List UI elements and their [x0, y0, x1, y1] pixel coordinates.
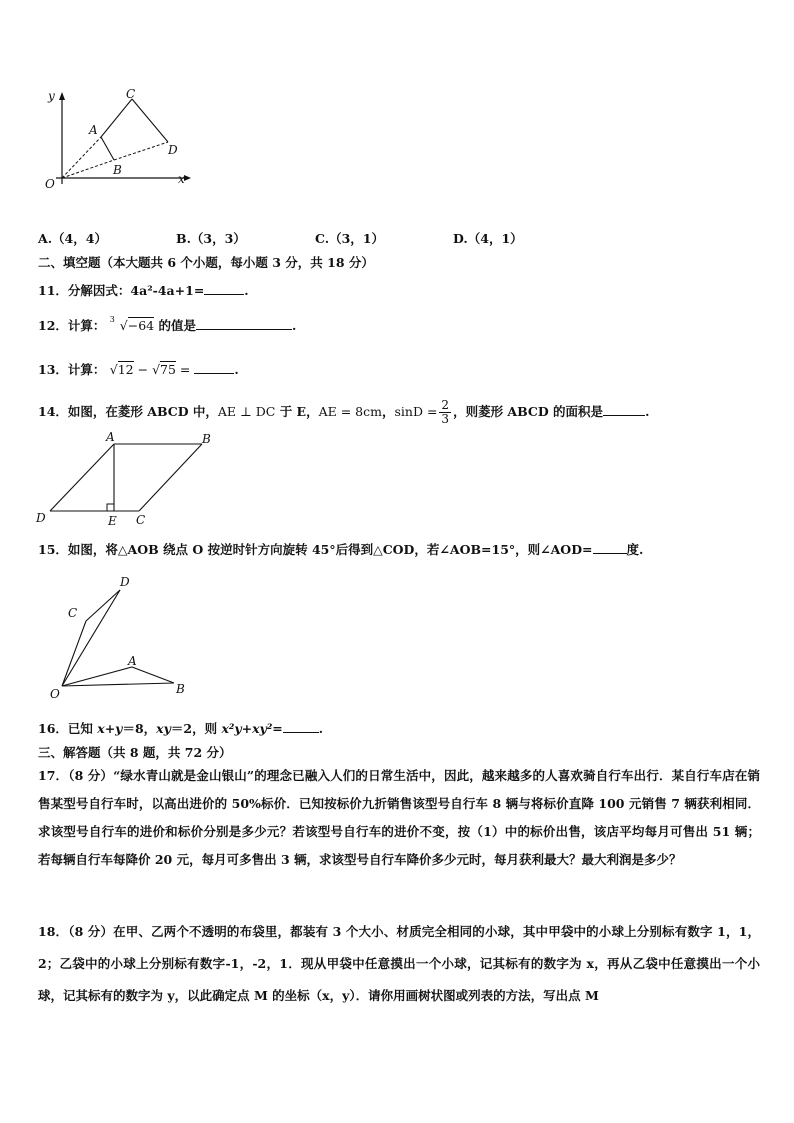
q12-suffix: 的值是 — [158, 318, 196, 333]
option-a: A.（4，4） — [38, 231, 107, 246]
segment-ac — [101, 99, 132, 137]
figure-q14-rhombus — [34, 430, 224, 530]
segment-oc — [62, 621, 86, 686]
label-a: A — [106, 430, 115, 444]
answer-blank — [194, 361, 234, 374]
q14-part-2: 于 E， — [275, 404, 319, 419]
answer-blank — [196, 317, 292, 330]
label-o: O — [50, 687, 60, 700]
option-b: B.（3，3） — [176, 231, 246, 246]
question-17: 17．（8 分）“绿水青山就是金山银山”的理念已融入人们的日常生活中，因此，越来越多的人喜欢骑自行车出行．某自行车店在销售某型号自行车时，以高出进价的 50%标价．已知按标价九折销售该型号自行车 8 辆与将标价直降 100 元销售 7 辆获利相同．求该型号自行车的进价和标价分别是多少元？若该型号自行车的进价不变，按（1）中的标价出售，该店平均每月可售出 51 辆；若每辆自行车每降价 20 元，每月可多售出 3 辆，求该型号自行车降价多少元时，每月获利最大？最大利润是多少？ — [38, 768, 760, 867]
segment-oa — [62, 667, 132, 686]
radicand-1: 12 — [117, 362, 134, 377]
radicand-2: 75 — [160, 362, 176, 377]
label-c: C — [126, 87, 136, 101]
radical-sign: √ — [109, 362, 118, 377]
figure-q10 — [34, 84, 194, 196]
answer-blank — [593, 541, 627, 554]
minus-sign: − — [133, 362, 153, 377]
segment-oa — [62, 137, 101, 178]
side-da — [50, 444, 114, 511]
q13-end: . — [234, 362, 239, 377]
equals-sign: = — [175, 362, 195, 377]
q15-text: 15．如图，将△AOB 绕点 O 按逆时针方向旋转 45°后得到△COD，若∠AOB=15°，则∠AOD= — [38, 542, 593, 557]
q14-math-2: AE = 8cm — [318, 404, 382, 419]
q16-expr-1: x+y — [97, 721, 123, 736]
label-o: O — [45, 177, 55, 191]
label-d: D — [168, 143, 178, 157]
right-angle-mark — [107, 504, 114, 511]
q16-part-2: ＝8， — [122, 721, 157, 736]
label-c: C — [136, 513, 146, 527]
radical-sign: √ — [119, 318, 128, 333]
answer-blank — [204, 282, 244, 295]
radical-sign: √ — [152, 362, 161, 377]
numerator: 2 — [441, 398, 450, 412]
question-11 — [38, 282, 249, 299]
figure-q15-rotation — [44, 570, 194, 700]
q11-end: . — [244, 283, 249, 298]
question-15 — [38, 541, 643, 558]
q15-end: 度. — [626, 542, 644, 557]
segment-ob — [62, 160, 114, 178]
q16-end: . — [318, 721, 324, 736]
label-a: A — [128, 654, 137, 668]
y-axis-arrow — [59, 92, 65, 100]
option-c: C.（3，1） — [315, 231, 384, 246]
q16-part-4: = — [272, 721, 283, 736]
label-d: D — [36, 511, 46, 525]
q16-expr-2: xy — [156, 721, 171, 736]
q14-part-4: ，则菱形 ABCD 的面积是 — [453, 404, 604, 419]
q13-prefix: 13．计算： — [38, 362, 106, 377]
label-x: x — [178, 172, 185, 186]
section-heading-fill-in: 二、填空题（本大题共 6 个小题，每小题 3 分，共 18 分） — [38, 255, 374, 270]
q12-prefix: 12．计算： — [38, 318, 106, 333]
label-y: y — [48, 89, 55, 103]
cube-root-expression — [109, 315, 155, 334]
question-18: 18．（8 分）在甲、乙两个不透明的布袋里，都装有 3 个大小、材质完全相同的小球，其中甲袋中的小球上分别标有数字 1，1，2；乙袋中的小球上分别标有数字-1，-2，1．现从甲袋中任意摸出一个小球，记其标有的数字为 x，再从乙袋中任意摸出一个小球，记其标有的数字为 y，以此确定点 M 的坐标（x，y）．请你用画树状图或列表的方法，写出点 M — [38, 924, 760, 1003]
label-d: D — [120, 575, 130, 589]
q14-part-1: 14．如图，在菱形 ABCD 中， — [38, 404, 218, 419]
segment-cd — [86, 590, 120, 621]
q12-end: . — [292, 318, 297, 333]
segment-ob — [62, 683, 174, 686]
answer-blank — [603, 403, 645, 416]
label-b: B — [113, 163, 122, 177]
question-13 — [38, 361, 239, 378]
question-12 — [38, 317, 296, 334]
q14-end: . — [645, 404, 650, 419]
side-bc — [139, 444, 202, 511]
q14-part-3: ， — [381, 404, 395, 419]
label-b: B — [202, 432, 211, 446]
segment-ab — [132, 667, 174, 683]
q14-math-3: sinD = — [394, 404, 438, 419]
question-14 — [38, 399, 649, 426]
label-e: E — [108, 514, 117, 528]
q11-text: 11．分解因式：4a²-4a+1= — [38, 283, 205, 298]
label-c: C — [68, 606, 78, 620]
question-16 — [38, 720, 323, 737]
radicand: −64 — [127, 318, 155, 333]
answer-blank — [283, 720, 319, 733]
segment-ab — [101, 137, 114, 160]
segment-cd — [132, 99, 168, 142]
segment-od — [62, 590, 120, 686]
x-axis-arrow — [184, 175, 191, 181]
section-heading-solutions: 三、解答题（共 8 题，共 72 分） — [38, 745, 232, 760]
label-b: B — [176, 682, 185, 696]
sqrt-expression — [110, 361, 195, 377]
root-index: 3 — [109, 315, 115, 324]
fraction-two-thirds — [439, 399, 451, 426]
q16-part-1: 16．已知 — [38, 721, 98, 736]
q16-expr-3: x²y+xy² — [221, 721, 273, 736]
denominator: 3 — [441, 412, 450, 426]
option-d: D.（4，1） — [453, 231, 523, 246]
segment-bd — [114, 142, 168, 160]
q14-math-1: AE ⊥ DC — [217, 404, 276, 419]
q16-part-3: ＝2，则 — [170, 721, 222, 736]
label-a: A — [89, 123, 98, 137]
